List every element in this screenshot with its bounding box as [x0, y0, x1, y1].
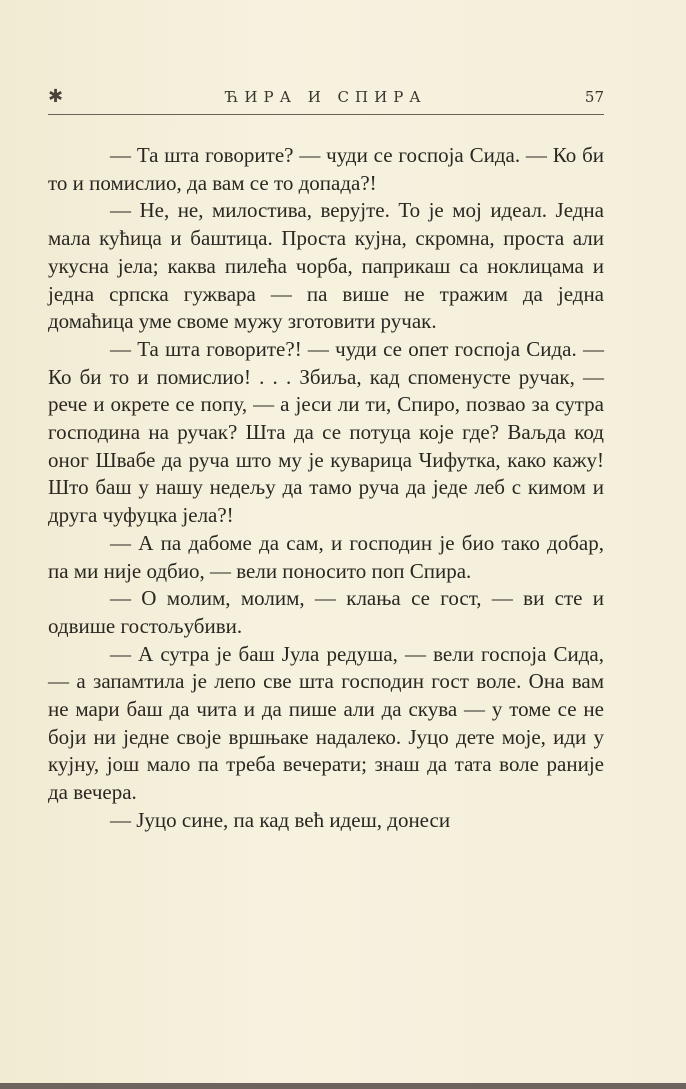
paragraph-1: — Та шта говорите? — чуди се госпоја Сида. — Ко би то и помислио, да вам се то допада?! [48, 143, 604, 195]
paragraph-4: — А па дабоме да сам, и господин је био тако добар, па ми није одбио, — вели поносито поп Спира. [48, 530, 604, 583]
paragraph-5: — О молим, молим, — клања се гост, — ви сте и одвише гостољубиви. [48, 586, 604, 638]
page-number: 57 [584, 88, 604, 106]
body-text [48, 142, 604, 835]
ornament-icon: ✱ [48, 86, 64, 107]
paragraph-3: — Та шта говорите?! — чуди се опет госпоја Сида. — Ко би то и помислио! . . . Збиља, кад споменусте ручак, — рече и окрете се попу, — а јеси ли ти, Спиро, позвао за сутра господина на ручак? Шта да се потуца које где? Ваљда код оног Швабе да руча што му је куварица Чифутка, како кажу! Што баш у нашу недељу да тамо руча да једе леб с кимом и друга чуфуцка јела?! [48, 336, 604, 528]
paragraph-6: — А сутра је баш Јула редуша, — вели госпоја Сида, — а запамтила је лепо све шта господин гост воле. Она вам не мари баш да чита и да пише али да скува — у томе се не боји ни једне своје вршњаке надалеко. Јуцо дете моје, иди у кујну, још мало па треба вечерати; знаш да тата воле раније да вечера. [48, 641, 604, 805]
page-bottom-edge [0, 1083, 686, 1089]
paragraph-7: — Јуцо сине, па кад већ идеш, донеси [110, 807, 451, 832]
paragraph-2: — Не, не, милостива, верујте. То је мој идеал. Једна мала кућица и баштица. Проста кујна, скромна, проста али укусна јела; каква пилећа чорба, паприкаш са ноклицама и једна српска гужвара — па више не тражим да једна домаћица уме своме мужу зготовити ручак. [48, 198, 604, 334]
running-head [48, 84, 604, 115]
running-title: ЋИРА И СПИРА [225, 88, 427, 106]
